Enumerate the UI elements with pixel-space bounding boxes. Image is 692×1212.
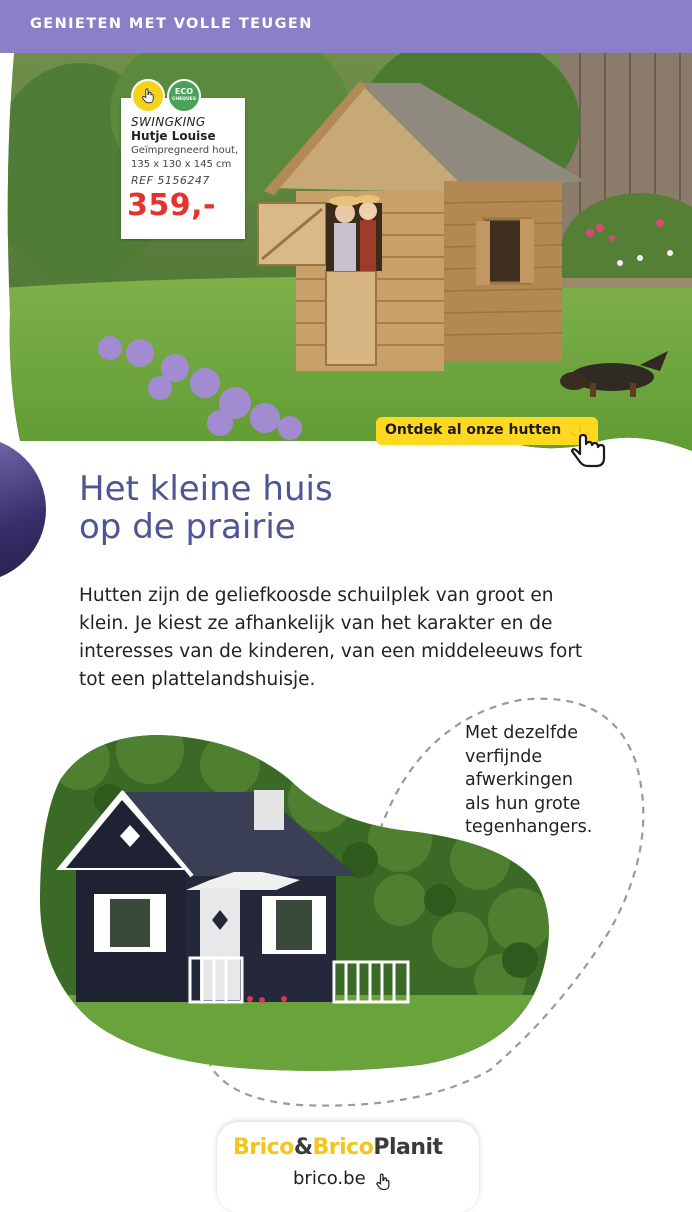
eco-badge-line1: ECO: [174, 87, 194, 96]
intro-line: tot een plattelandshuisje.: [79, 669, 316, 690]
product-name: Hutje Louise: [131, 129, 216, 143]
eco-badge-line2: CHEQUES: [172, 97, 196, 102]
article-intro: [79, 582, 639, 694]
callout-text: [465, 722, 635, 840]
logo-ampersand: &: [293, 1135, 313, 1160]
callout-line: als hun grote: [465, 793, 581, 814]
hand-pointer-icon: [566, 418, 616, 468]
heading-line: Het kleine huis: [79, 469, 333, 509]
product-dimensions: 135 x 130 x 145 cm: [131, 159, 232, 170]
callout-line: tegenhangers.: [465, 817, 593, 837]
hand-pointer-icon: [131, 79, 165, 113]
product-reference: REF 5156247: [131, 174, 210, 187]
logo-brico: Brico: [233, 1135, 294, 1160]
website-link[interactable]: brico.be: [293, 1168, 366, 1189]
callout-line: verfijnde: [465, 746, 543, 767]
product-price: 359,-: [127, 188, 216, 223]
intro-line: Hutten zijn de geliefkoosde schuilplek van groot en: [79, 585, 554, 606]
product-brand: SWINGKING: [131, 115, 206, 129]
discover-huts-label: Ontdek al onze hutten: [385, 422, 562, 438]
callout-line: afwerkingen: [465, 770, 573, 790]
banner-title: GENIETEN MET VOLLE TEUGEN: [30, 16, 313, 32]
intro-line: klein. Je kiest ze afhankelijk van het karakter en de: [79, 613, 553, 634]
footer-brand-card[interactable]: [217, 1122, 479, 1212]
callout-line: Met dezelfde: [465, 723, 579, 743]
article-heading: [79, 470, 499, 546]
logo-planit: Planit: [373, 1135, 443, 1160]
product-description: Geïmpregneerd hout,: [131, 145, 239, 156]
eco-cheques-icon: [167, 79, 201, 113]
discover-huts-button[interactable]: [376, 417, 598, 445]
intro-line: interesses van de kinderen, van een middeleeuws fort: [79, 641, 583, 662]
hand-pointer-icon: [373, 1172, 393, 1192]
top-banner: [0, 0, 692, 53]
heading-line: op de prairie: [79, 507, 296, 547]
product-price-card[interactable]: [121, 98, 245, 239]
hero-photo: [0, 53, 692, 463]
brico-planit-logo: [233, 1135, 443, 1160]
logo-brico-2: Brico: [312, 1135, 374, 1160]
